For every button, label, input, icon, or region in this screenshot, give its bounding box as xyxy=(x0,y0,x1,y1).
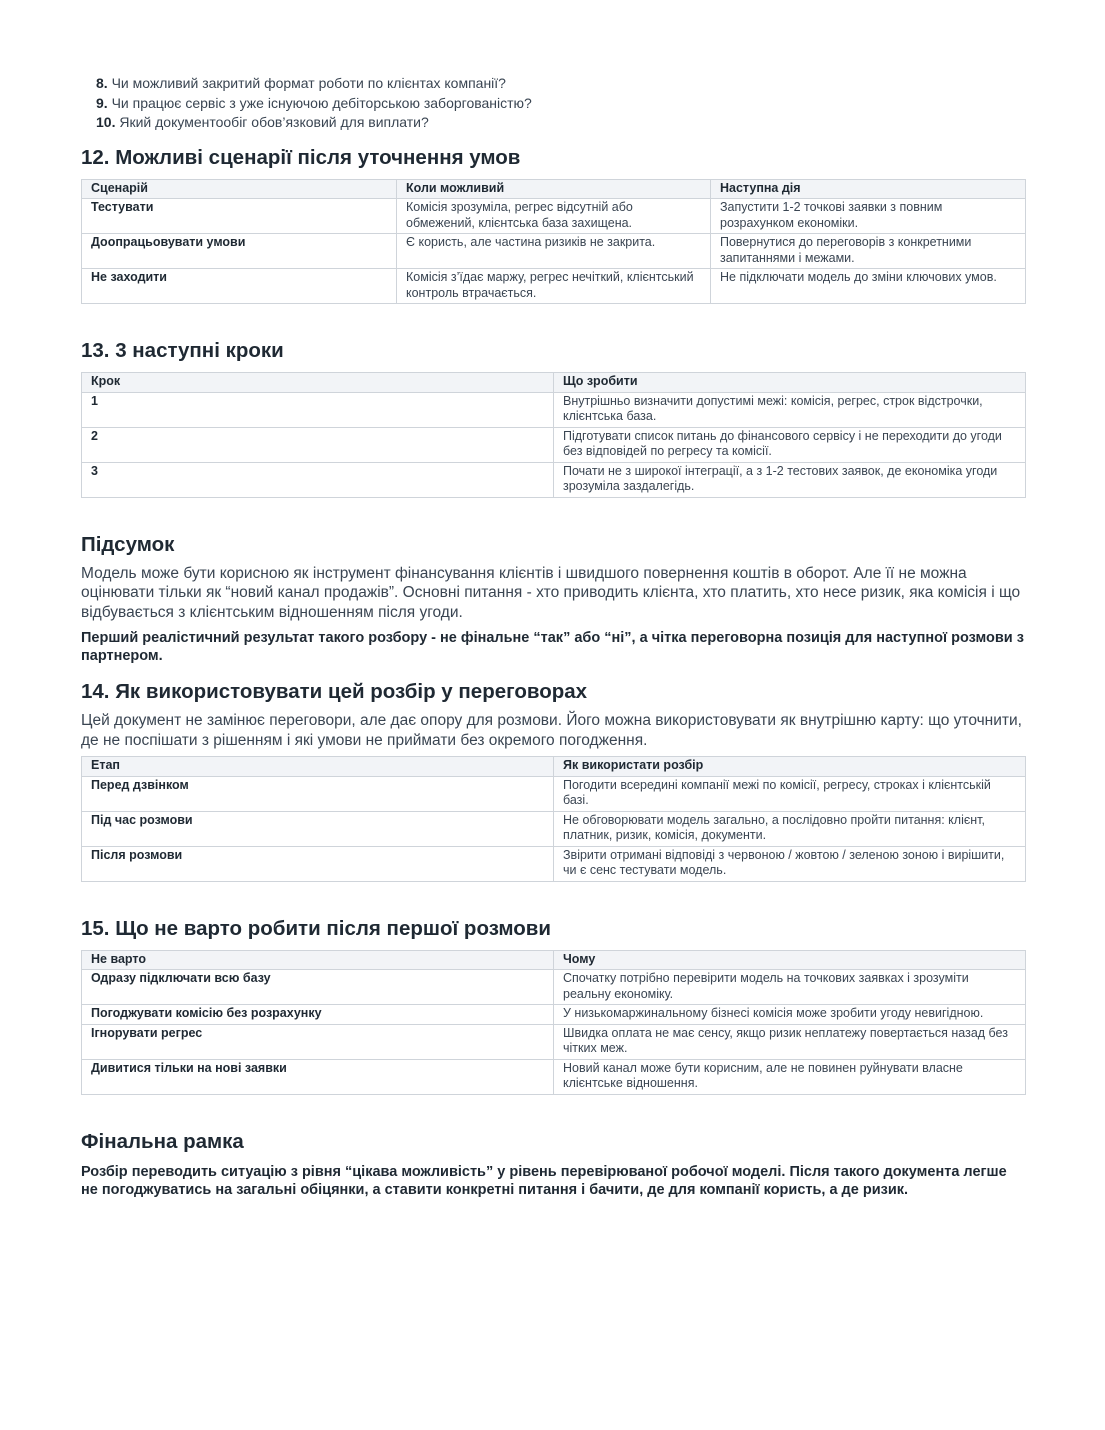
table-row xyxy=(82,846,1026,881)
table-header-cell: Як використати розбір xyxy=(554,757,1026,777)
table-cell: Повернутися до переговорів з конкретними запитаннями і межами. xyxy=(711,234,1026,269)
table-header-cell: Що зробити xyxy=(554,373,1026,393)
final-frame-heading: Фінальна рамка xyxy=(81,1129,244,1153)
table-cell: Перед дзвінком xyxy=(82,776,554,811)
section-15-heading: 15. Що не варто робити після першої розмови xyxy=(81,916,552,940)
table-row xyxy=(82,269,1026,304)
document-page xyxy=(81,74,1025,1199)
list-item: 8. Чи можливий закритий формат роботи по клієнтах компанії? xyxy=(96,75,506,91)
final-frame-text: Розбір переводить ситуацію з рівня “цікава можливість” у рівень перевірюваної робочої моделі. Після такого документа легше не погоджуватись на загальні обіцянки, а ставити конкретні питання і бачити, де для компанії користь, а де ризик. xyxy=(81,1163,1007,1198)
table-cell: Є користь, але частина ризиків не закрита. xyxy=(397,234,711,269)
list-item: 10. Який документообіг обов’язковий для виплати? xyxy=(96,114,429,130)
table-cell: 1 xyxy=(82,392,554,427)
table-cell: Дивитися тільки на нові заявки xyxy=(82,1059,554,1094)
dont-do-table xyxy=(81,950,1026,1095)
questions-list xyxy=(96,74,1025,133)
table-cell: Не заходити xyxy=(82,269,397,304)
table-cell: Доопрацьовувати умови xyxy=(82,234,397,269)
table-row xyxy=(82,970,1026,1005)
table-header-cell: Чому xyxy=(554,950,1026,970)
table-header-cell: Коли можливий xyxy=(397,179,711,199)
table-cell: Погодити всередині компанії межі по комісії, регресу, строках і клієнтській базі. xyxy=(554,776,1026,811)
table-header-cell: Не варто xyxy=(82,950,554,970)
table-cell: Ігнорувати регрес xyxy=(82,1024,554,1059)
table-cell: Швидка оплата не має сенсу, якщо ризик неплатежу повертається назад без чітких меж. xyxy=(554,1024,1026,1059)
table-cell: Не підключати модель до зміни ключових умов. xyxy=(711,269,1026,304)
table-row xyxy=(82,392,1026,427)
table-header-cell: Сценарій xyxy=(82,179,397,199)
table-header-row xyxy=(82,179,1026,199)
table-cell: Після розмови xyxy=(82,846,554,881)
table-header-cell: Крок xyxy=(82,373,554,393)
list-item: 9. Чи працює сервіс з уже існуючою дебіторською заборгованістю? xyxy=(96,94,532,111)
table-row xyxy=(82,1059,1026,1094)
table-cell: Одразу підключати всю базу xyxy=(82,970,554,1005)
table-cell: Не обговорювати модель загально, а послідовно пройти питання: клієнт, платник, ризик, комісія, документи. xyxy=(554,811,1026,846)
table-cell: Комісія зрозуміла, регрес відсутній або обмежений, клієнтська база захищена. xyxy=(397,199,711,234)
table-cell: Тестувати xyxy=(82,199,397,234)
table-row xyxy=(82,776,1026,811)
next-steps-table xyxy=(81,372,1026,498)
table-cell: Новий канал може бути корисним, але не повинен руйнувати власне клієнтське відношення. xyxy=(554,1059,1026,1094)
table-cell: Підготувати список питань до фінансового сервісу і не переходити до угоди без відповідей по регресу та комісії. xyxy=(554,427,1026,462)
table-cell: Запустити 1-2 точкові заявки з повним розрахунком економіки. xyxy=(711,199,1026,234)
table-header-row xyxy=(82,373,1026,393)
table-header-cell: Наступна дія xyxy=(711,179,1026,199)
table-cell: Погоджувати комісію без розрахунку xyxy=(82,1005,554,1025)
table-header-cell: Етап xyxy=(82,757,554,777)
table-row xyxy=(82,234,1026,269)
summary-bold-text: Перший реалістичний результат такого розбору - не фінальне “так” або “ні”, а чітка переговорна позиція для наступної розмови з партнером. xyxy=(81,630,1024,664)
table-cell: Внутрішньо визначити допустимі межі: комісія, регрес, строк відстрочки, клієнтська база. xyxy=(554,392,1026,427)
summary-heading: Підсумок xyxy=(81,532,175,556)
summary-text: Модель може бути корисною як інструмент фінансування клієнтів і швидшого повернення коштів в оборот. Але її не можна оцінювати тільки як “новий канал продажів”. Основні питання - хто приводить клієнта, хто платить, хто несе ризик, яка комісія і що відбувається з клієнтським відношенням після угоди. xyxy=(81,564,1021,621)
scenarios-table xyxy=(81,179,1026,305)
section-14-text: Цей документ не замінює переговори, але дає опору для розмови. Його можна використовувати як внутрішню карту: що уточнити, де не поспішати з рішенням і які умови не приймати без окремого погодження. xyxy=(81,712,1022,749)
table-header-row xyxy=(82,757,1026,777)
section-12-heading: 12. Можливі сценарії після уточнення умов xyxy=(81,145,521,169)
table-row xyxy=(82,199,1026,234)
table-cell: 3 xyxy=(82,462,554,497)
table-cell: Звірити отримані відповіді з червоною / жовтою / зеленою зоною і вирішити, чи є сенс тестувати модель. xyxy=(554,846,1026,881)
table-cell: У низькомаржинальному бізнесі комісія може зробити угоду невигідною. xyxy=(554,1005,1026,1025)
table-cell: 2 xyxy=(82,427,554,462)
section-14-heading: 14. Як використовувати цей розбір у переговорах xyxy=(81,680,588,703)
table-header-row xyxy=(82,950,1026,970)
table-cell: Комісія з’їдає маржу, регрес нечіткий, клієнтський контроль втрачається. xyxy=(397,269,711,304)
table-row xyxy=(82,1024,1026,1059)
section-13-heading: 13. 3 наступні кроки xyxy=(81,339,284,362)
table-row xyxy=(82,427,1026,462)
table-row xyxy=(82,811,1026,846)
table-cell: Почати не з широкої інтеграції, а з 1-2 тестових заявок, де економіка угоди зрозуміла заздалегідь. xyxy=(554,462,1026,497)
table-cell: Під час розмови xyxy=(82,811,554,846)
table-cell: Спочатку потрібно перевірити модель на точкових заявках і зрозуміти реальну економіку. xyxy=(554,970,1026,1005)
negotiation-stages-table xyxy=(81,756,1026,882)
table-row xyxy=(82,1005,1026,1025)
table-row xyxy=(82,462,1026,497)
